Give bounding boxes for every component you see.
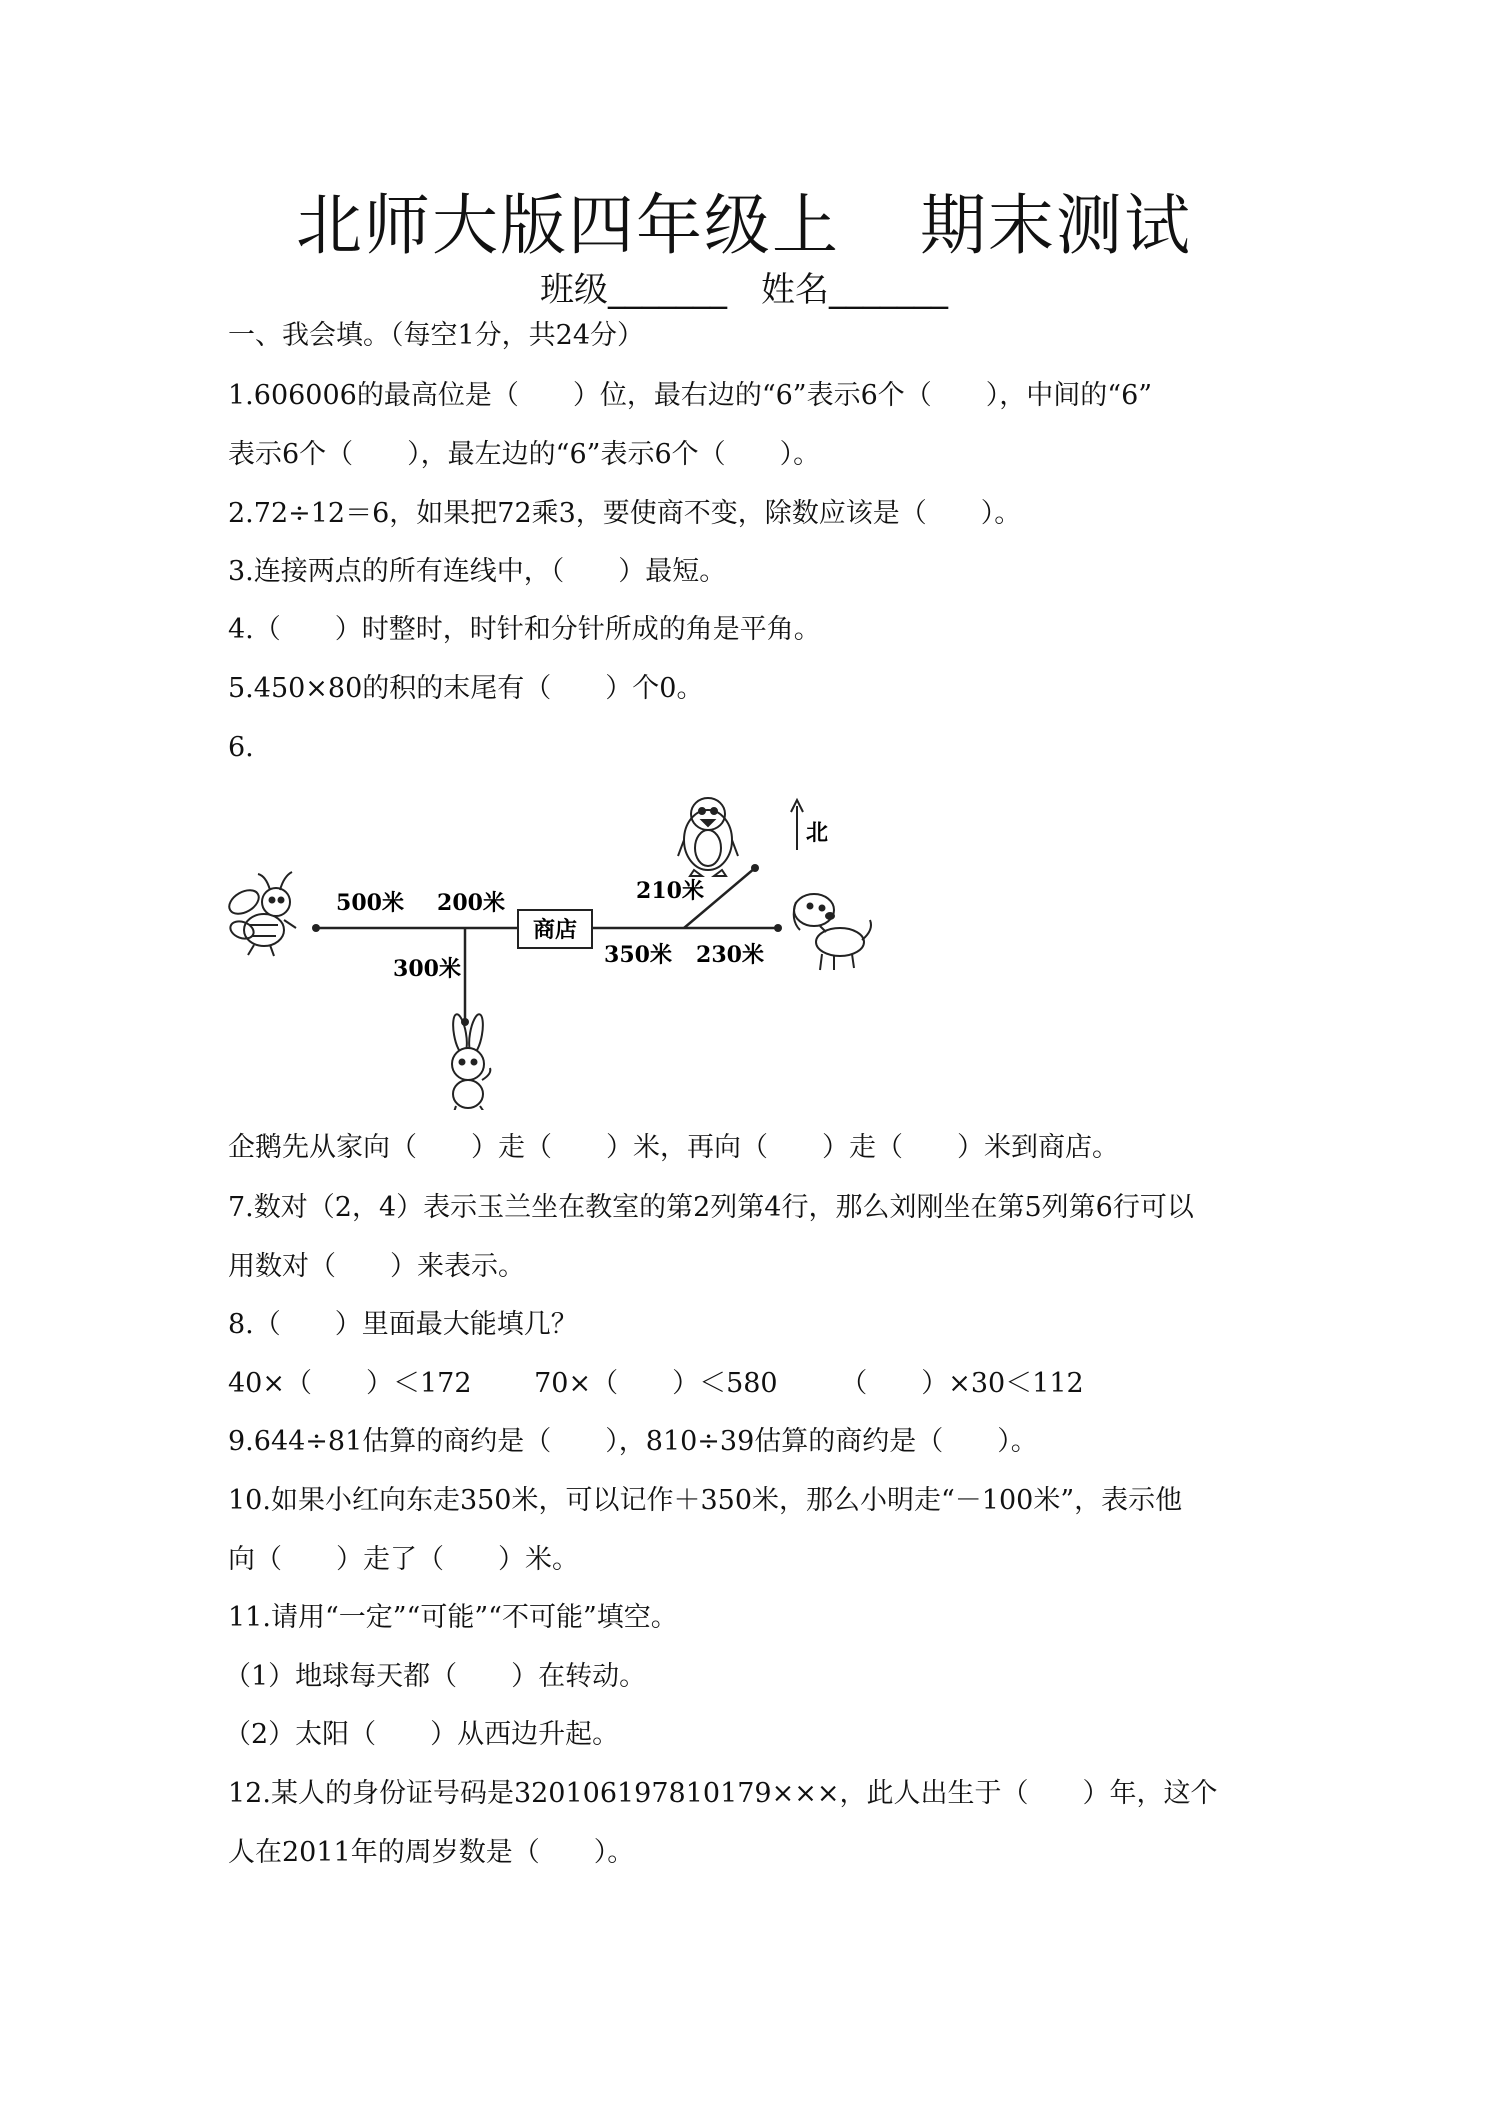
question-5: 5.450×80的积的末尾有（ ）个0。 xyxy=(228,673,704,704)
name-field: 姓名_______ xyxy=(761,270,948,310)
page-title xyxy=(0,186,1488,266)
class-field: 班级_______ xyxy=(540,270,727,310)
question-3: 3.连接两点的所有连线中，（ ）最短。 xyxy=(228,556,727,587)
section-heading: 一、我会填。（每空1分，共24分） xyxy=(228,320,645,351)
question-1-line-2: 表示6个（ ），最左边的“6”表示6个（ ）。 xyxy=(228,439,821,470)
distance-200-label: 200米 xyxy=(437,890,505,916)
question-10-line-1: 10.如果小红向东走350米，可以记作＋350米，那么小明走“－100米”，表示他 xyxy=(228,1485,1183,1516)
question-11: 11.请用“一定”“可能”“不可能”填空。 xyxy=(228,1602,678,1633)
question-6-answer: 企鹅先从家向（ ）走（ ）米，再向（ ）走（ ）米到商店。 xyxy=(228,1132,1119,1163)
question-12-line-2: 人在2011年的周岁数是（ ）。 xyxy=(228,1837,635,1868)
penguin-home-point xyxy=(751,864,759,872)
question-11-1: （1）地球每天都（ ）在转动。 xyxy=(224,1661,647,1692)
question-8: 8.（ ）里面最大能填几？ xyxy=(228,1309,578,1340)
shop-label: 商店 xyxy=(532,917,578,943)
question-12-line-1: 12.某人的身份证号码是320106197810179×××，此人出生于（ ）年，这个 xyxy=(228,1778,1218,1809)
north-arrow-icon xyxy=(791,800,803,850)
bee-icon xyxy=(225,872,296,956)
bee-home-point xyxy=(312,924,320,932)
question-10-line-2: 向（ ）走了（ ）米。 xyxy=(228,1544,579,1575)
rabbit-icon xyxy=(451,1013,491,1110)
question-8-items: 40×（ ）＜172 70×（ ）＜580 （ ）×30＜112 xyxy=(228,1368,1084,1399)
distance-300-label: 300米 xyxy=(393,956,461,982)
student-info xyxy=(0,268,1488,312)
question-7-line-1: 7.数对（2，4）表示玉兰坐在教室的第2列第4行，那么刘刚坐在第5列第6行可以 xyxy=(228,1192,1194,1223)
penguin-icon xyxy=(678,798,738,876)
distance-500-label: 500米 xyxy=(336,890,404,916)
question-1-line-1: 1.606006的最高位是（ ）位，最右边的“6”表示6个（ ），中间的“6” xyxy=(228,380,1153,411)
route-map-figure xyxy=(222,780,882,1110)
question-9: 9.644÷81估算的商约是（ ），810÷39估算的商约是（ ）。 xyxy=(228,1426,1038,1457)
title-left: 北师大版四年级上 xyxy=(296,187,840,264)
question-7-line-2: 用数对（ ）来表示。 xyxy=(228,1251,525,1282)
north-label: 北 xyxy=(806,820,829,846)
dog-icon xyxy=(794,894,871,970)
question-4: 4.（ ）时整时，时针和分针所成的角是平角。 xyxy=(228,614,821,645)
distance-210-label: 210米 xyxy=(636,878,704,904)
title-right: 期末测试 xyxy=(920,187,1192,264)
distance-230-label: 230米 xyxy=(696,942,764,968)
question-11-2: （2）太阳（ ）从西边升起。 xyxy=(224,1719,620,1750)
question-2: 2.72÷12＝6，如果把72乘3，要使商不变，除数应该是（ ）。 xyxy=(228,498,1022,529)
question-6: 6. xyxy=(228,732,254,763)
dog-home-point xyxy=(774,924,782,932)
distance-350-label: 350米 xyxy=(604,942,672,968)
